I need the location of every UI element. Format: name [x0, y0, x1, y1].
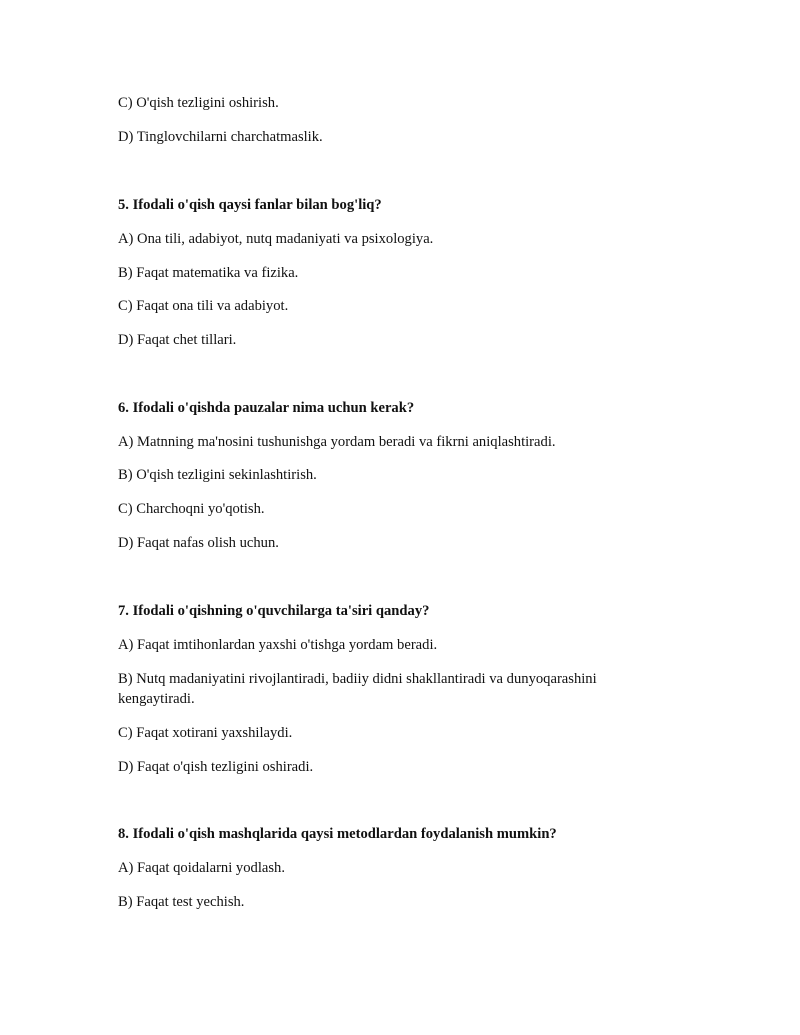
question-title: 5. Ifodali o'qish qaysi fanlar bilan bog'liq? [118, 197, 382, 213]
option-text: A) Faqat qoidalarni yodlash. [118, 860, 285, 876]
option-text: C) Charchoqni yo'qotish. [118, 501, 265, 517]
option-text: D) Tinglovchilarni charchatmaslik. [118, 129, 323, 145]
option-text: C) O'qish tezligini oshirish. [118, 95, 279, 111]
option-text: D) Faqat nafas olish uchun. [118, 535, 279, 551]
option-text: D) Faqat chet tillari. [118, 332, 237, 348]
option-text: C) Faqat xotirani yaxshilaydi. [118, 725, 293, 741]
question-title: 6. Ifodali o'qishda pauzalar nima uchun kerak? [118, 400, 415, 416]
option-text: B) Faqat test yechish. [118, 894, 245, 910]
option-text: D) Faqat o'qish tezligini oshiradi. [118, 759, 314, 775]
option-text: A) Ona tili, adabiyot, nutq madaniyati va psixologiya. [118, 231, 434, 247]
option-text: A) Matnning ma'nosini tushunishga yordam beradi va fikrni aniqlashtiradi. [118, 434, 556, 450]
option-text: B) Nutq madaniyatini rivojlantiradi, badiiy didni shakllantiradi va dunyoqarashini kengaytiradi. [118, 671, 597, 707]
question-title: 7. Ifodali o'qishning o'quvchilarga ta'siri qanday? [118, 603, 430, 619]
option-text: B) Faqat matematika va fizika. [118, 265, 299, 281]
question-title: 8. Ifodali o'qish mashqlarida qaysi metodlardan foydalanish mumkin? [118, 826, 557, 842]
option-text: A) Faqat imtihonlardan yaxshi o'tishga yordam beradi. [118, 637, 438, 653]
option-text: B) O'qish tezligini sekinlashtirish. [118, 467, 317, 483]
option-text: C) Faqat ona tili va adabiyot. [118, 298, 289, 314]
